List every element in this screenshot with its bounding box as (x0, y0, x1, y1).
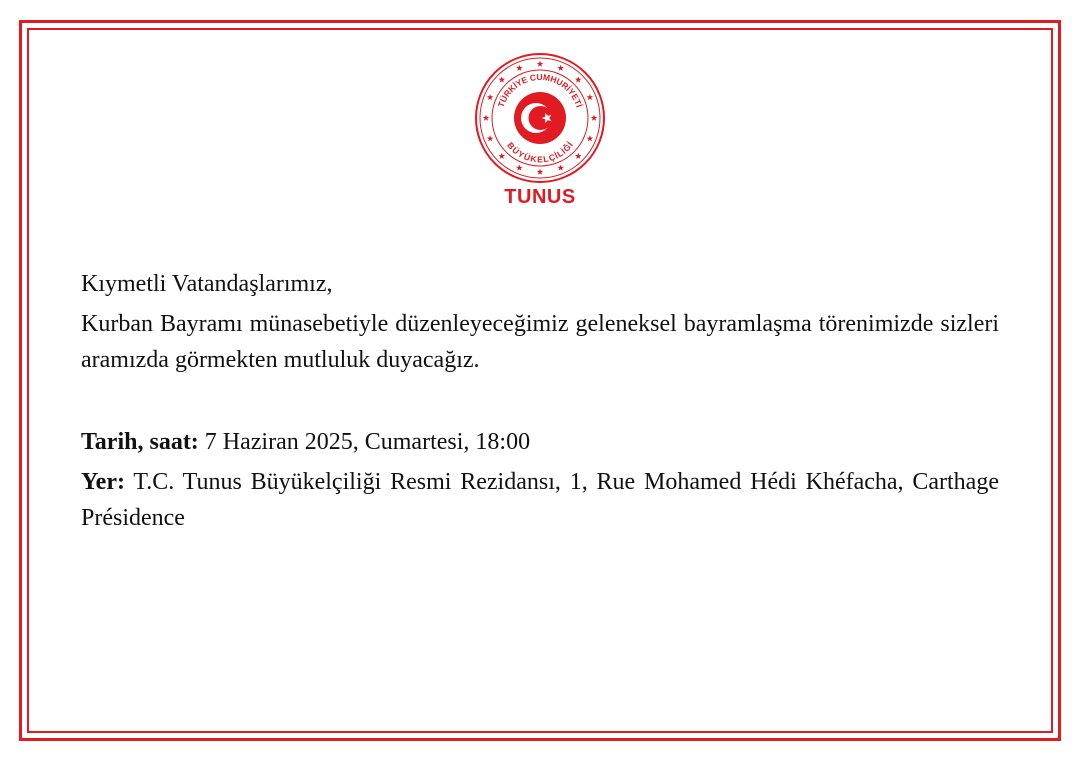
seal-star-icon (516, 65, 522, 71)
event-place-value: T.C. Tunus Büyükelçiliği Resmi Rezidansı, 1, Rue Mohamed Hédi Khéfacha, Carthage Présidence (81, 469, 999, 531)
event-date-label: Tarih, saat: (81, 429, 199, 455)
embassy-seal-logo (474, 52, 606, 184)
letter-body: Kurban Bayramı münasebetiyle düzenleyeceğimiz geleneksel bayramlaşma törenimizde sizleri aramızda görmekten mutluluk duyacağız. (81, 311, 999, 373)
seal-star-icon (575, 76, 581, 82)
letter-greeting: Kıymetli Vatandaşlarımız, (81, 271, 333, 297)
event-place-label: Yer: (81, 469, 125, 495)
seal-star-icon (587, 135, 593, 141)
seal-star-icon (591, 115, 597, 121)
seal-star-icon (557, 164, 563, 170)
seal-star-icon (537, 169, 543, 175)
seal-star-icon (537, 61, 543, 67)
seal-star-icon (487, 135, 493, 141)
seal-star-icon (587, 94, 593, 100)
seal-star-icon (516, 164, 522, 170)
letter-content (81, 266, 999, 540)
event-date-line (81, 424, 999, 460)
seal-star-icon (483, 115, 489, 121)
seal-star-icon (487, 94, 493, 100)
event-date-value: 7 Haziran 2025, Cumartesi, 18:00 (198, 429, 531, 455)
seal-ring-text-bottom: BÜYÜKELÇİLİĞİ (505, 140, 575, 165)
event-details (81, 424, 999, 536)
seal-star-icon (499, 76, 505, 82)
seal-star-icon (575, 153, 581, 159)
seal-ring-text-top: TÜRKİYE CUMHURİYETİ (495, 71, 585, 109)
seal-star-icon (499, 153, 505, 159)
seal-star-icon (557, 65, 563, 71)
embassy-city-label: TUNUS (504, 186, 576, 208)
event-place-line (81, 464, 999, 536)
